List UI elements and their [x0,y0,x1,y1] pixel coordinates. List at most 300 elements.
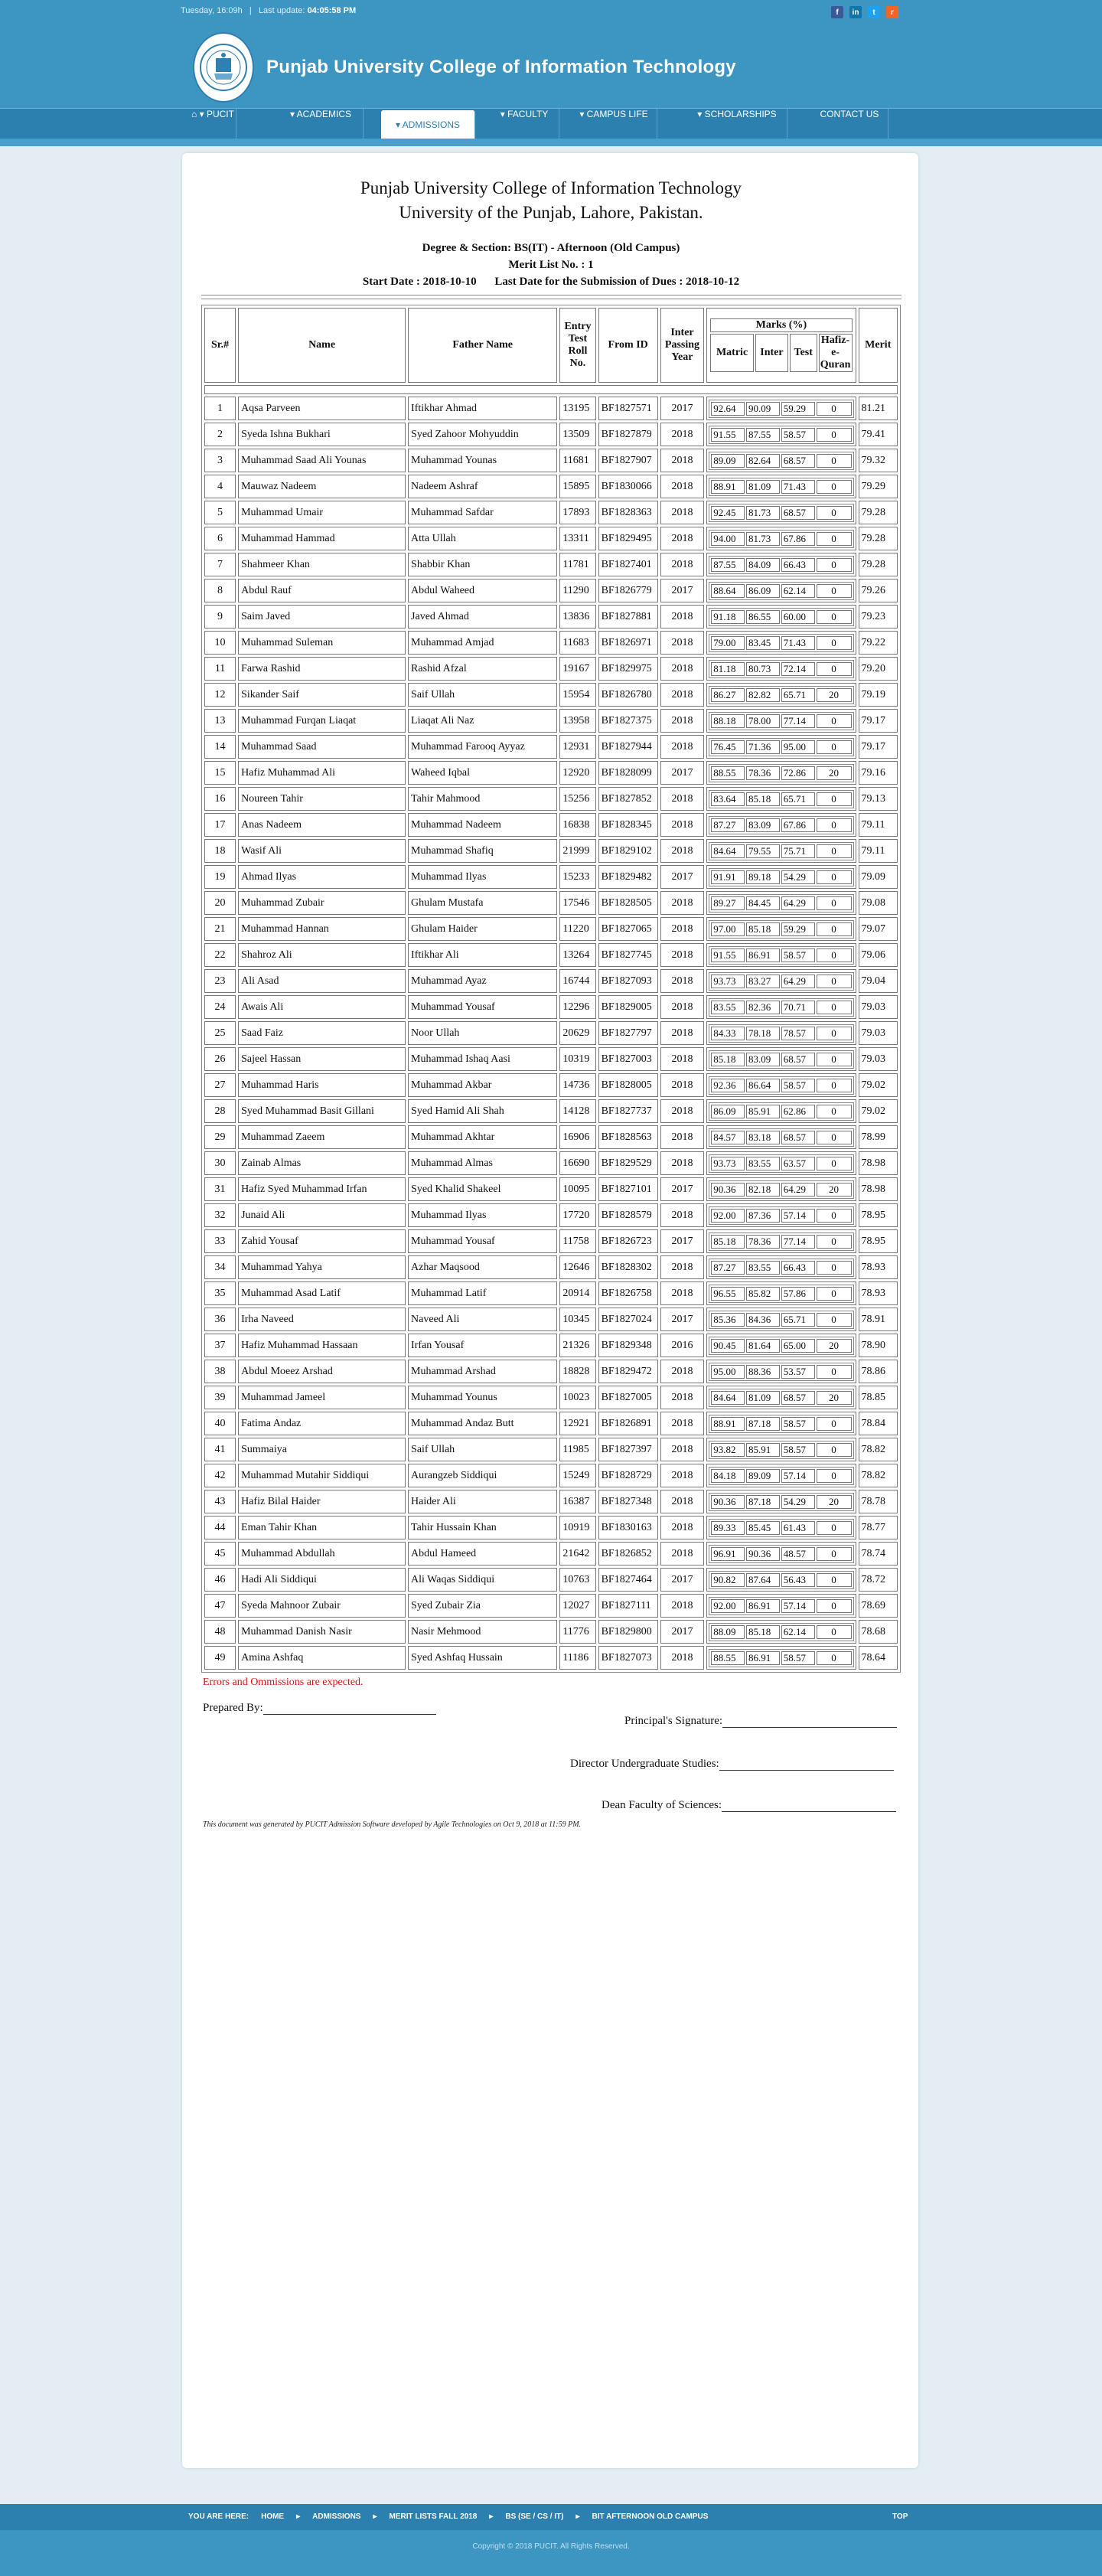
main-nav [0,108,1102,139]
test-marks: 62.14 [781,584,815,598]
form-id-cell: BF1826780 [598,683,658,707]
hafiz-marks: 0 [817,662,852,676]
marks-breakdown [709,1519,853,1537]
director-signature [570,1758,894,1771]
matric-marks: 92.45 [711,506,745,520]
father-name-cell: Muhammad Akbar [408,1073,557,1097]
form-id-cell: BF1828363 [598,501,658,524]
marks-breakdown [709,608,853,626]
marks-cell [706,1568,856,1592]
roll-no-cell: 21326 [559,1334,595,1357]
linkedin-icon[interactable]: in [849,6,862,18]
roll-no-cell: 13958 [559,709,595,733]
matric-marks: 88.91 [711,480,745,494]
roll-no-cell: 15954 [559,683,595,707]
roll-no-cell: 11985 [559,1438,595,1461]
form-id-cell: BF1827401 [598,553,658,576]
form-id-cell: BF1828005 [598,1073,658,1097]
nav-label: FACULTY [507,109,549,119]
marks-breakdown [709,452,853,470]
table-row [204,865,898,889]
facebook-icon[interactable]: f [831,6,843,18]
form-id-cell: BF1827065 [598,917,658,941]
university-logo[interactable] [193,32,254,103]
top-info: Tuesday, 16:09h | Last update: 04:05:58 PM [181,6,357,15]
signature-line [722,1716,897,1728]
breadcrumb-link[interactable]: MERIT LISTS FALL 2018 [389,2512,478,2521]
hafiz-marks: 0 [817,428,852,442]
name-cell: Abdul Moeez Arshad [238,1360,406,1383]
merit-score: 79.09 [859,865,898,889]
update-time: 04:05:58 PM [307,6,357,15]
matric-marks: 88.91 [711,1417,745,1431]
marks-breakdown [709,530,853,548]
father-name-cell: Saif Ullah [408,1438,557,1461]
dates-line [0,276,1102,289]
roll-no-cell: 12296 [559,995,595,1019]
inter-marks: 87.36 [746,1209,780,1223]
inter-marks: 81.73 [746,532,780,546]
sr-cell: 24 [204,995,236,1019]
merit-score: 79.08 [859,891,898,915]
passing-year-cell: 2018 [660,605,705,628]
merit-score: 79.28 [859,553,898,576]
test-marks: 58.57 [781,428,815,442]
form-id-cell: BF1827737 [598,1099,658,1123]
inter-marks: 83.09 [746,818,780,832]
inter-marks: 84.36 [746,1313,780,1327]
marks-breakdown [709,738,853,756]
test-marks: 54.29 [781,1495,815,1509]
hafiz-marks: 0 [817,480,852,494]
sr-cell: 10 [204,631,236,655]
matric-marks: 88.09 [711,1625,745,1639]
name-cell: Muhammad Hammad [238,527,406,550]
marks-cell [706,1646,856,1670]
sr-cell: 36 [204,1308,236,1331]
form-id-cell: BF1827101 [598,1177,658,1201]
form-id-cell: BF1826852 [598,1542,658,1566]
test-marks: 68.57 [781,1131,815,1144]
merit-score: 79.26 [859,579,898,602]
name-cell: Muhammad Furqan Liaqat [238,709,406,733]
sr-cell: 34 [204,1255,236,1279]
inter-marks: 87.64 [746,1573,780,1587]
test-marks: 66.43 [781,1261,815,1275]
merit-score: 78.91 [859,1308,898,1331]
merit-score: 79.11 [859,813,898,837]
sr-cell: 38 [204,1360,236,1383]
marks-breakdown [709,868,853,886]
dean-label: Dean Faculty of Sciences: [602,1799,722,1811]
hafiz-marks: 0 [817,1131,852,1144]
father-name-cell: Ghulam Mustafa [408,891,557,915]
back-to-top-link[interactable]: TOP [892,2512,908,2521]
name-cell: Sajeel Hassan [238,1047,406,1071]
sr-cell: 17 [204,813,236,837]
test-marks: 48.57 [781,1547,815,1561]
roll-no-cell: 17546 [559,891,595,915]
form-id-cell: BF1827005 [598,1386,658,1409]
inter-marks: 85.18 [746,922,780,936]
copyright: Copyright © 2018 PUCIT. All Rights Reserved. [472,2542,630,2551]
col-merit: Merit [859,308,898,383]
sr-cell: 48 [204,1620,236,1644]
hafiz-marks: 0 [817,1625,852,1639]
test-marks: 56.43 [781,1573,815,1587]
hafiz-marks: 0 [817,975,852,988]
test-marks: 61.43 [781,1521,815,1535]
roll-no-cell: 21999 [559,839,595,863]
roll-no-cell: 16906 [559,1125,595,1149]
passing-year-cell: 2017 [660,579,705,602]
sr-cell: 47 [204,1594,236,1618]
roll-no-cell: 10095 [559,1177,595,1201]
marks-breakdown [709,1415,853,1433]
inter-marks: 79.55 [746,844,780,858]
breadcrumb-link[interactable]: BIT AFTERNOON OLD CAMPUS [592,2512,709,2521]
sr-cell: 44 [204,1516,236,1539]
sr-cell: 45 [204,1542,236,1566]
table-row [204,1646,898,1670]
signature-line [719,1759,894,1771]
roll-no-cell: 11186 [559,1646,595,1670]
test-marks: 72.86 [781,766,815,780]
form-id-cell: BF1829529 [598,1151,658,1175]
merit-score: 79.41 [859,423,898,446]
marks-breakdown [709,972,853,991]
father-name-cell: Syed Ashfaq Hussain [408,1646,557,1670]
matric-marks: 91.55 [711,428,745,442]
roll-no-cell: 19167 [559,657,595,681]
inter-marks: 82.18 [746,1183,780,1197]
inter-marks: 81.73 [746,506,780,520]
sr-cell: 30 [204,1151,236,1175]
matric-marks: 89.09 [711,454,745,468]
nav-item-admissions[interactable] [381,110,475,139]
degree-section: Degree & Section: BS(IT) - Afternoon (Old Campus) [422,242,680,254]
marks-cell [706,1151,856,1175]
roll-no-cell: 12646 [559,1255,595,1279]
inter-marks: 81.64 [746,1339,780,1353]
marks-cell [706,891,856,915]
sr-cell: 1 [204,397,236,420]
roll-no-cell: 13264 [559,943,595,967]
signature-line [722,1801,896,1812]
passing-year-cell: 2018 [660,891,705,915]
form-id-cell: BF1827397 [598,1438,658,1461]
inter-marks: 81.09 [746,480,780,494]
site-title[interactable]: Punjab University College of Information Technology [266,57,736,77]
twitter-icon[interactable]: t [868,6,880,18]
merit-score: 78.90 [859,1334,898,1357]
father-name-cell: Shabbir Khan [408,553,557,576]
form-id-cell: BF1827907 [598,449,658,472]
marks-breakdown [709,426,853,444]
roll-no-cell: 15256 [559,787,595,811]
table-row [204,813,898,837]
father-name-cell: Muhammad Younas [408,449,557,472]
father-name-cell: Muhammad Farooq Ayyaz [408,735,557,759]
inter-marks: 84.09 [746,558,780,572]
passing-year-cell: 2018 [660,527,705,550]
marks-breakdown [709,1024,853,1043]
merit-score: 78.77 [859,1516,898,1539]
nav-item-campus-life[interactable] [571,109,657,139]
matric-marks: 96.91 [711,1547,745,1561]
matric-marks: 89.27 [711,896,745,910]
name-cell: Irha Naveed [238,1308,406,1331]
form-id-cell: BF1830066 [598,475,658,498]
sr-cell: 41 [204,1438,236,1461]
name-cell: Awais Ali [238,995,406,1019]
matric-marks: 85.18 [711,1053,745,1066]
father-name-cell: Waheed Iqbal [408,761,557,785]
marks-cell [706,787,856,811]
top-header [0,0,1102,108]
merit-score: 78.98 [859,1151,898,1175]
table-row [204,1177,898,1201]
form-id-cell: BF1828563 [598,1125,658,1149]
test-marks: 68.57 [781,1391,815,1405]
roll-no-cell: 11776 [559,1620,595,1644]
table-row [204,553,898,576]
hafiz-marks: 0 [817,1443,852,1457]
matric-marks: 84.64 [711,844,745,858]
passing-year-cell: 2016 [660,1334,705,1357]
table-row [204,527,898,550]
marks-cell [706,579,856,602]
marks-breakdown [709,1597,853,1615]
merit-score: 79.29 [859,475,898,498]
breadcrumb-link[interactable]: ADMISSIONS [312,2512,361,2521]
hafiz-marks: 0 [817,636,852,650]
nav-item-scholarships[interactable] [687,109,787,139]
passing-year-cell: 2018 [660,1594,705,1618]
top-date: Tuesday, 16:09h [181,6,243,15]
sr-cell: 19 [204,865,236,889]
marks-breakdown [709,1206,853,1225]
matric-marks: 89.33 [711,1521,745,1535]
passing-year-cell: 2018 [660,943,705,967]
sr-cell: 3 [204,449,236,472]
merit-score: 78.85 [859,1386,898,1409]
inter-marks: 87.55 [746,428,780,442]
sr-cell: 8 [204,579,236,602]
roll-no-cell: 15249 [559,1464,595,1487]
marks-breakdown [709,712,853,730]
sr-cell: 22 [204,943,236,967]
matric-marks: 88.55 [711,766,745,780]
marks-breakdown [709,556,853,574]
form-id-cell: BF1827093 [598,969,658,993]
merit-score: 78.99 [859,1125,898,1149]
hafiz-marks: 0 [817,870,852,884]
inter-marks: 85.91 [746,1105,780,1118]
col-father-name: Father Name [408,308,557,383]
form-id-cell: BF1828505 [598,891,658,915]
name-cell: Muhammad Suleman [238,631,406,655]
merit-score: 78.98 [859,1177,898,1201]
sr-cell: 5 [204,501,236,524]
passing-year-cell: 2018 [660,1203,705,1227]
caret-down-icon: ▾ [500,109,508,119]
merit-score: 79.28 [859,501,898,524]
passing-year-cell: 2018 [660,1125,705,1149]
col-matric: Matric [710,334,754,372]
merit-list-number: Merit List No. : 1 [508,259,594,271]
marks-breakdown [709,1076,853,1095]
hafiz-marks: 0 [817,740,852,754]
father-name-cell: Noor Ullah [408,1021,557,1045]
table-row [204,1386,898,1409]
passing-year-cell: 2018 [660,1360,705,1383]
nav-label: CONTACT US [820,109,879,119]
passing-year-cell: 2018 [660,1151,705,1175]
rss-icon[interactable]: r [886,6,898,18]
marks-breakdown [709,686,853,704]
breadcrumb-link[interactable]: BS (SE / CS / IT) [505,2512,564,2521]
col-sr: Sr.# [204,308,236,383]
matric-marks: 84.33 [711,1027,745,1040]
matric-marks: 92.64 [711,402,745,416]
name-cell: Muhammad Jameel [238,1386,406,1409]
sr-cell: 40 [204,1412,236,1435]
test-marks: 71.43 [781,480,815,494]
marks-cell [706,1438,856,1461]
sr-cell: 35 [204,1281,236,1305]
father-name-cell: Muhammad Arshad [408,1360,557,1383]
inter-marks: 86.91 [746,948,780,962]
roll-no-cell: 12027 [559,1594,595,1618]
roll-no-cell: 11781 [559,553,595,576]
form-id-cell: BF1827073 [598,1646,658,1670]
hafiz-marks: 0 [817,558,852,572]
roll-no-cell: 12921 [559,1412,595,1435]
father-name-cell: Muhammad Yousaf [408,1229,557,1253]
inter-marks: 85.18 [746,1625,780,1639]
footer-bottom [0,2530,1102,2576]
father-name-cell: Javed Ahmad [408,605,557,628]
marks-cell [706,1255,856,1279]
hafiz-marks: 0 [817,1209,852,1223]
marks-breakdown [709,660,853,678]
you-are-here-label: YOU ARE HERE: [188,2512,249,2521]
marks-cell [706,1308,856,1331]
test-marks: 67.86 [781,818,815,832]
matric-marks: 92.00 [711,1209,745,1223]
inter-marks: 90.36 [746,1547,780,1561]
marks-cell [706,1021,856,1045]
father-name-cell: Syed Zahoor Mohyuddin [408,423,557,446]
marks-breakdown [709,582,853,600]
marks-breakdown [709,1493,853,1511]
merit-score: 78.68 [859,1620,898,1644]
matric-marks: 85.36 [711,1313,745,1327]
roll-no-cell: 14736 [559,1073,595,1097]
marks-breakdown [709,1180,853,1199]
test-marks: 59.29 [781,402,815,416]
hafiz-marks: 0 [817,1313,852,1327]
hafiz-marks: 0 [817,584,852,598]
marks-cell [706,709,856,733]
breadcrumb-link[interactable]: HOME [261,2512,285,2521]
passing-year-cell: 2018 [660,449,705,472]
nav-item-contact-us[interactable] [811,109,888,139]
passing-year-cell: 2018 [660,1542,705,1566]
sr-cell: 26 [204,1047,236,1071]
marks-cell [706,1516,856,1539]
nav-item-pucit[interactable] [190,109,236,139]
table-row [204,1360,898,1383]
roll-no-cell: 15233 [559,865,595,889]
marks-cell [706,1360,856,1383]
passing-year-cell: 2017 [660,1229,705,1253]
merit-score: 79.17 [859,709,898,733]
form-id-cell: BF1827111 [598,1594,658,1618]
marks-cell [706,1594,856,1618]
test-marks: 66.43 [781,558,815,572]
hafiz-marks: 0 [817,402,852,416]
nav-item-academics[interactable] [279,109,364,139]
passing-year-cell: 2018 [660,787,705,811]
passing-year-cell: 2018 [660,1386,705,1409]
hafiz-marks: 0 [817,922,852,936]
principal-label: Principal's Signature: [624,1715,723,1727]
roll-no-cell: 11290 [559,579,595,602]
inter-marks: 84.45 [746,896,780,910]
merit-score: 79.07 [859,917,898,941]
form-id-cell: BF1827375 [598,709,658,733]
inter-marks: 85.91 [746,1443,780,1457]
form-id-cell: BF1828302 [598,1255,658,1279]
name-cell: Aqsa Parveen [238,397,406,420]
roll-no-cell: 21642 [559,1542,595,1566]
merit-score: 78.72 [859,1568,898,1592]
marks-breakdown [709,1232,853,1251]
nav-item-faculty[interactable] [490,109,559,139]
matric-marks: 81.18 [711,662,745,676]
passing-year-cell: 2018 [660,657,705,681]
test-marks: 95.00 [781,740,815,754]
marks-breakdown [709,842,853,860]
test-marks: 62.14 [781,1625,815,1639]
name-cell: Muhammad Saad [238,735,406,759]
form-id-cell: BF1827879 [598,423,658,446]
hafiz-marks: 0 [817,1469,852,1483]
father-name-cell: Abdul Waheed [408,579,557,602]
marks-header [709,317,853,374]
table-row [204,787,898,811]
father-name-cell: Azhar Maqsood [408,1255,557,1279]
roll-no-cell: 14128 [559,1099,595,1123]
breadcrumb [188,2512,708,2521]
sr-cell: 42 [204,1464,236,1487]
form-id-cell: BF1827745 [598,943,658,967]
marks-cell [706,1386,856,1409]
form-id-cell: BF1827464 [598,1568,658,1592]
merit-score: 79.03 [859,1021,898,1045]
passing-year-cell: 2018 [660,1412,705,1435]
inter-marks: 88.36 [746,1365,780,1379]
passing-year-cell: 2018 [660,1490,705,1513]
father-name-cell: Syed Khalid Shakeel [408,1177,557,1201]
sr-cell: 46 [204,1568,236,1592]
table-row [204,1125,898,1149]
roll-no-cell: 10763 [559,1568,595,1592]
inter-marks: 71.36 [746,740,780,754]
signature-line [263,1703,436,1715]
